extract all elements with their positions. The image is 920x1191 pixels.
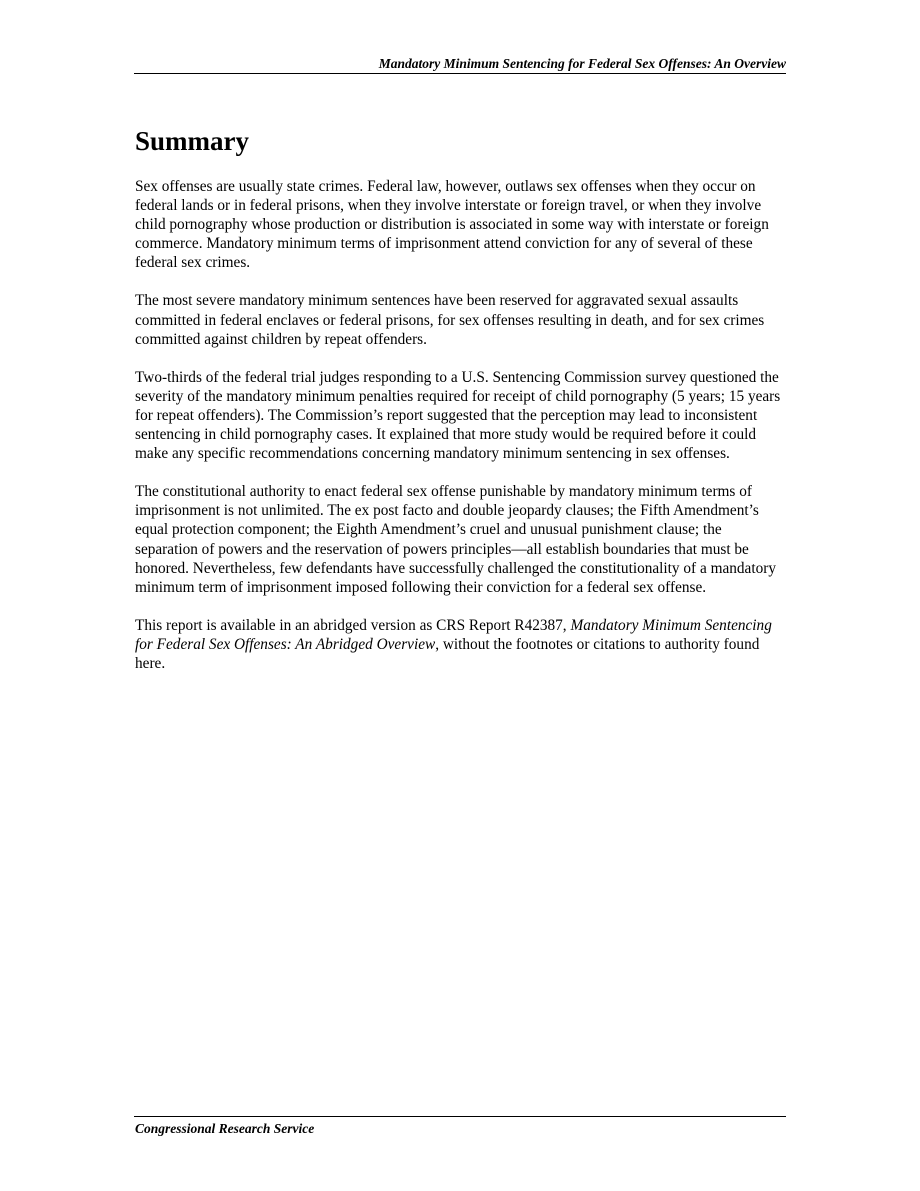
paragraph-3: Two-thirds of the federal trial judges responding to a U.S. Sentencing Commission survey questioned the severity of the mandatory minimum penalties required for receipt of child pornography (5 years; 15 years for repeat offenders). The Commission’s report suggested that the perception may lead to inconsistent sentencing in child pornography cases. It explained that more study would be required before it could make any specific recommendations concerning mandatory minimum sentencing in sex offenses. bbox=[135, 368, 781, 463]
paragraph-1: Sex offenses are usually state crimes. Federal law, however, outlaws sex offenses when they occur on federal lands or in federal prisons, when they involve interstate or foreign travel, or when they involve child pornography whose production or distribution is associated in some way with interstate or foreign commerce. Mandatory minimum terms of imprisonment attend conviction for any of several of these federal sex crimes. bbox=[135, 178, 769, 272]
page-title: Summary bbox=[135, 126, 249, 156]
footer-rule bbox=[134, 1116, 786, 1117]
paragraph-5-before: This report is available in an abridged version as CRS Report R42387, bbox=[135, 616, 571, 634]
paragraph-2: The most severe mandatory minimum sentences have been reserved for aggravated sexual assaults committed in federal enclaves or federal prisons, for sex offenses resulting in death, and for sex crimes committed against children by repeat offenders. bbox=[135, 292, 765, 348]
running-header: Mandatory Minimum Sentencing for Federal Sex Offenses: An Overview bbox=[378, 56, 786, 71]
paragraph-4: The constitutional authority to enact federal sex offense punishable by mandatory minimum terms of imprisonment is not unlimited. The ex post facto and double jeopardy clauses; the Fifth Amendment’s equal protection component; the Eighth Amendment’s cruel and unusual punishment clause; the separation of powers and the reservation of powers principles—all establish boundaries that must be honored. Nevertheless, few defendants have successfully challenged the constitutionality of a mandatory minimum term of imprisonment imposed following their conviction for a federal sex offense. bbox=[135, 483, 776, 596]
running-footer: Congressional Research Service bbox=[135, 1121, 315, 1136]
header-rule bbox=[134, 73, 786, 74]
paragraph-5-after: , without the footnotes or citations to authority found here. bbox=[135, 635, 760, 672]
summary-body bbox=[135, 177, 787, 692]
abridged-report-title: Mandatory Minimum Sentencing for Federal Sex Offenses: An Abridged Overview bbox=[135, 616, 772, 653]
paragraph-5 bbox=[135, 616, 787, 673]
